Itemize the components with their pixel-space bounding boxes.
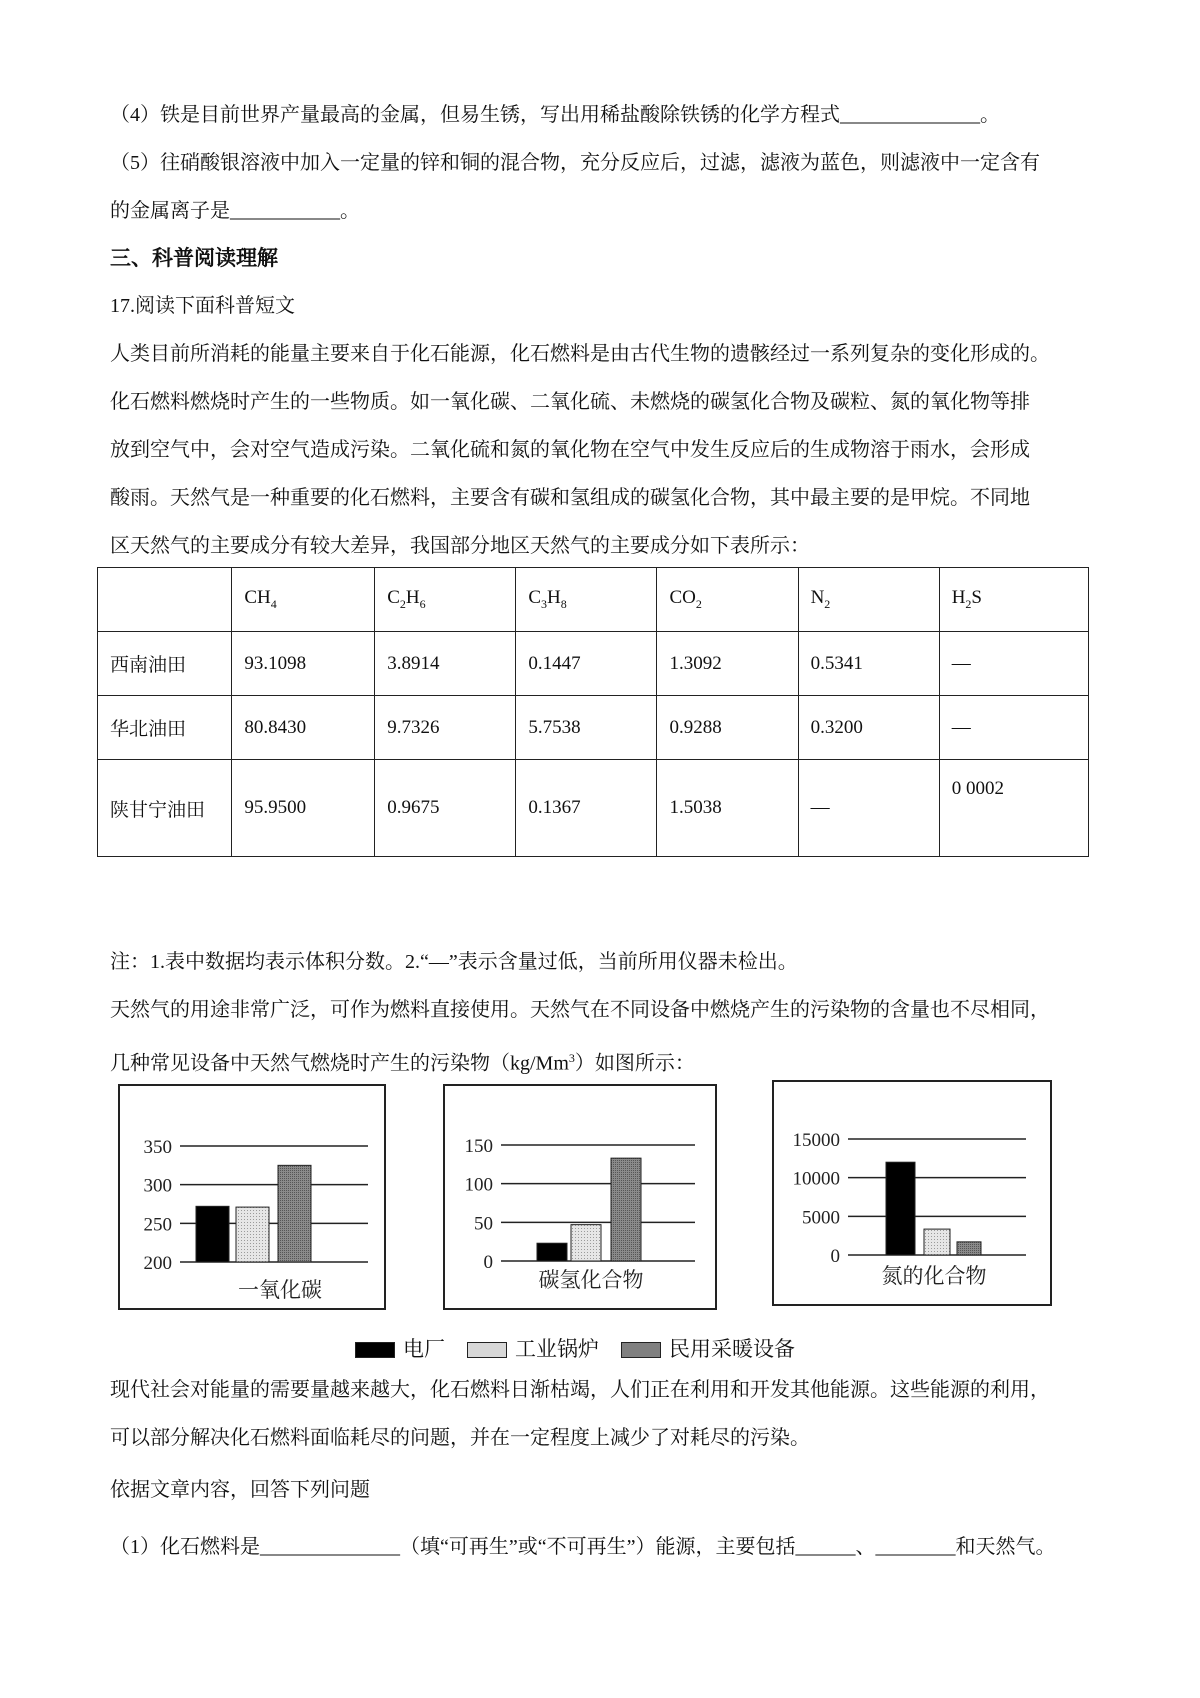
row-label: 华北油田: [98, 696, 232, 760]
chart-title: 一氧化碳: [238, 1278, 322, 1302]
chart-title: 氮的化合物: [881, 1264, 987, 1288]
legend-swatch: [621, 1342, 661, 1358]
column-header: [516, 568, 657, 632]
gas-composition-table: [97, 567, 1089, 857]
section-heading: 三、科普阅读理解: [110, 246, 278, 270]
table-cell: 0.9288: [657, 696, 798, 760]
formula-text: C: [387, 587, 400, 609]
formula-subscript: 2: [695, 596, 702, 611]
table-cell: 0.3200: [798, 696, 939, 760]
legend-swatch: [467, 1342, 507, 1358]
question-5-line1: （5）往硝酸银溶液中加入一定量的锌和铜的混合物，充分反应后，过滤，滤液为蓝色，则滤液中一定含有: [110, 152, 1040, 174]
bar-工业锅炉: [924, 1229, 950, 1255]
formula-text: N: [810, 587, 825, 609]
y-tick-label: 0: [830, 1246, 840, 1267]
question-1: （1）化石燃料是______________（填“可再生”或“不可再生”）能源，主要包括______、________和天然气。: [110, 1536, 1056, 1558]
question-4: （4）铁是目前世界产量最高的金属，但易生锈，写出用稀盐酸除铁锈的化学方程式______________。: [110, 104, 1000, 126]
column-header: [232, 568, 375, 632]
bar-chart-2: [443, 1084, 717, 1312]
bar-工业锅炉: [236, 1207, 269, 1262]
paragraph-line: 酸雨。天然气是一种重要的化石燃料，主要含有碳和氢组成的碳氢化合物，其中最主要的是甲烷。不同地: [110, 487, 1030, 509]
table-cell: 95.9500: [232, 760, 375, 857]
formula-subscript: 3: [541, 596, 547, 611]
y-tick-label: 100: [464, 1174, 493, 1196]
table-note: 注：1.表中数据均表示体积分数。2.“—”表示含量过低，当前所用仪器未检出。: [110, 951, 798, 973]
legend-label: 民用采暖设备: [669, 1337, 795, 1361]
column-header: [375, 568, 516, 632]
y-tick-label: 350: [143, 1137, 172, 1158]
paragraph-line: [110, 1045, 695, 1077]
column-header: [939, 568, 1088, 632]
formula-subscript: 8: [560, 596, 567, 611]
row-label: 陕甘宁油田: [98, 760, 232, 857]
bar-工业锅炉: [571, 1225, 601, 1261]
table-cell: 80.8430: [232, 696, 375, 760]
column-header: [657, 568, 798, 632]
paragraph-line: 天然气的用途非常广泛，可作为燃料直接使用。天然气在不同设备中燃烧产生的污染物的含量也不尽相同，: [110, 999, 1050, 1021]
y-tick-label: 200: [143, 1253, 172, 1274]
legend-swatch: [355, 1342, 395, 1358]
bar-电厂: [537, 1243, 567, 1261]
table-cell: 0.1367: [516, 760, 657, 857]
table-cell: 1.3092: [657, 632, 798, 696]
paragraph-line: 依据文章内容，回答下列问题: [110, 1479, 370, 1501]
formula-text: H: [405, 587, 420, 609]
bar-chart-3: [772, 1080, 1052, 1308]
table-row: [98, 696, 1089, 760]
formula-subscript: 2: [399, 596, 406, 611]
table-cell: 0.1447: [516, 632, 657, 696]
paragraph-line: 化石燃料燃烧时产生的一些物质。如一氧化碳、二氧化硫、未燃烧的碳氢化合物及碳粒、氮的氧化物等排: [110, 391, 1030, 413]
y-tick-label: 50: [474, 1213, 493, 1235]
legend-item: [467, 1333, 599, 1363]
superscript: 3: [568, 1051, 575, 1065]
paragraph-line: 现代社会对能量的需要量越来越大，化石燃料日渐枯竭，人们正在利用和开发其他能源。这些能源的利用，: [110, 1379, 1050, 1401]
y-tick-label: 5000: [802, 1207, 840, 1229]
bar-电厂: [196, 1206, 229, 1262]
formula-text: CO: [669, 587, 696, 609]
legend-label: 电厂: [403, 1337, 445, 1361]
formula-subscript: 6: [419, 596, 426, 611]
table-cell: 5.7538: [516, 696, 657, 760]
formula-subscript: 2: [824, 596, 831, 611]
formula-text: CH: [244, 587, 271, 609]
y-tick-label: 0: [483, 1252, 493, 1273]
chart-frame: [119, 1085, 385, 1309]
table-cell: 0 0002: [939, 760, 1088, 857]
question-17: 17.阅读下面科普短文: [110, 295, 295, 317]
y-tick-label: 250: [143, 1214, 172, 1236]
table-cell: 9.7326: [375, 696, 516, 760]
paragraph-line: 区天然气的主要成分有较大差异，我国部分地区天然气的主要成分如下表所示：: [110, 535, 810, 557]
bar-民用采暖设备: [957, 1242, 981, 1255]
y-tick-label: 10000: [792, 1168, 840, 1190]
bar-电厂: [886, 1162, 915, 1255]
formula-text: S: [971, 587, 982, 609]
bar-民用采暖设备: [278, 1165, 311, 1262]
table-cell: 0.5341: [798, 632, 939, 696]
table-row: [98, 760, 1089, 857]
table-cell: 3.8914: [375, 632, 516, 696]
question-5-line2: 的金属离子是___________。: [110, 200, 360, 222]
bar-民用采暖设备: [611, 1158, 641, 1261]
y-tick-label: 300: [143, 1175, 172, 1197]
formula-subscript: 2: [965, 596, 972, 611]
formula-text: C: [528, 587, 541, 609]
paragraph-line: 可以部分解决化石燃料面临耗尽的问题，并在一定程度上减少了对耗尽的污染。: [110, 1427, 810, 1449]
table-cell: —: [798, 760, 939, 857]
table-cell: 1.5038: [657, 760, 798, 857]
table-header-row: [98, 568, 1089, 632]
formula-subscript: 4: [270, 596, 277, 611]
paragraph-line: 放到空气中，会对空气造成污染。二氧化硫和氮的氧化物在空气中发生反应后的生成物溶于雨水，会形成: [110, 439, 1030, 461]
text: ）如图所示：: [574, 1052, 695, 1075]
legend-item: [621, 1333, 795, 1363]
text: 几种常见设备中天然气燃烧时产生的污染物（kg/Mm: [110, 1052, 569, 1075]
y-tick-label: 150: [464, 1136, 493, 1157]
table-cell: 93.1098: [232, 632, 375, 696]
column-header: [98, 568, 232, 632]
y-tick-label: 15000: [792, 1130, 840, 1151]
legend-item: [355, 1333, 445, 1363]
table-cell: —: [939, 632, 1088, 696]
formula-text: H: [951, 587, 966, 609]
table-cell: —: [939, 696, 1088, 760]
bar-chart-1: [118, 1084, 386, 1312]
chart-title: 碳氢化合物: [538, 1268, 644, 1292]
paragraph-line: 人类目前所消耗的能量主要来自于化石能源，化石燃料是由古代生物的遗骸经过一系列复杂的变化形成的。: [110, 343, 1050, 365]
table-cell: 0.9675: [375, 760, 516, 857]
column-header: [798, 568, 939, 632]
table-row: [98, 632, 1089, 696]
row-label: 西南油田: [98, 632, 232, 696]
legend-label: 工业锅炉: [515, 1337, 599, 1361]
chart-legend: [355, 1333, 795, 1363]
formula-text: H: [547, 587, 561, 609]
